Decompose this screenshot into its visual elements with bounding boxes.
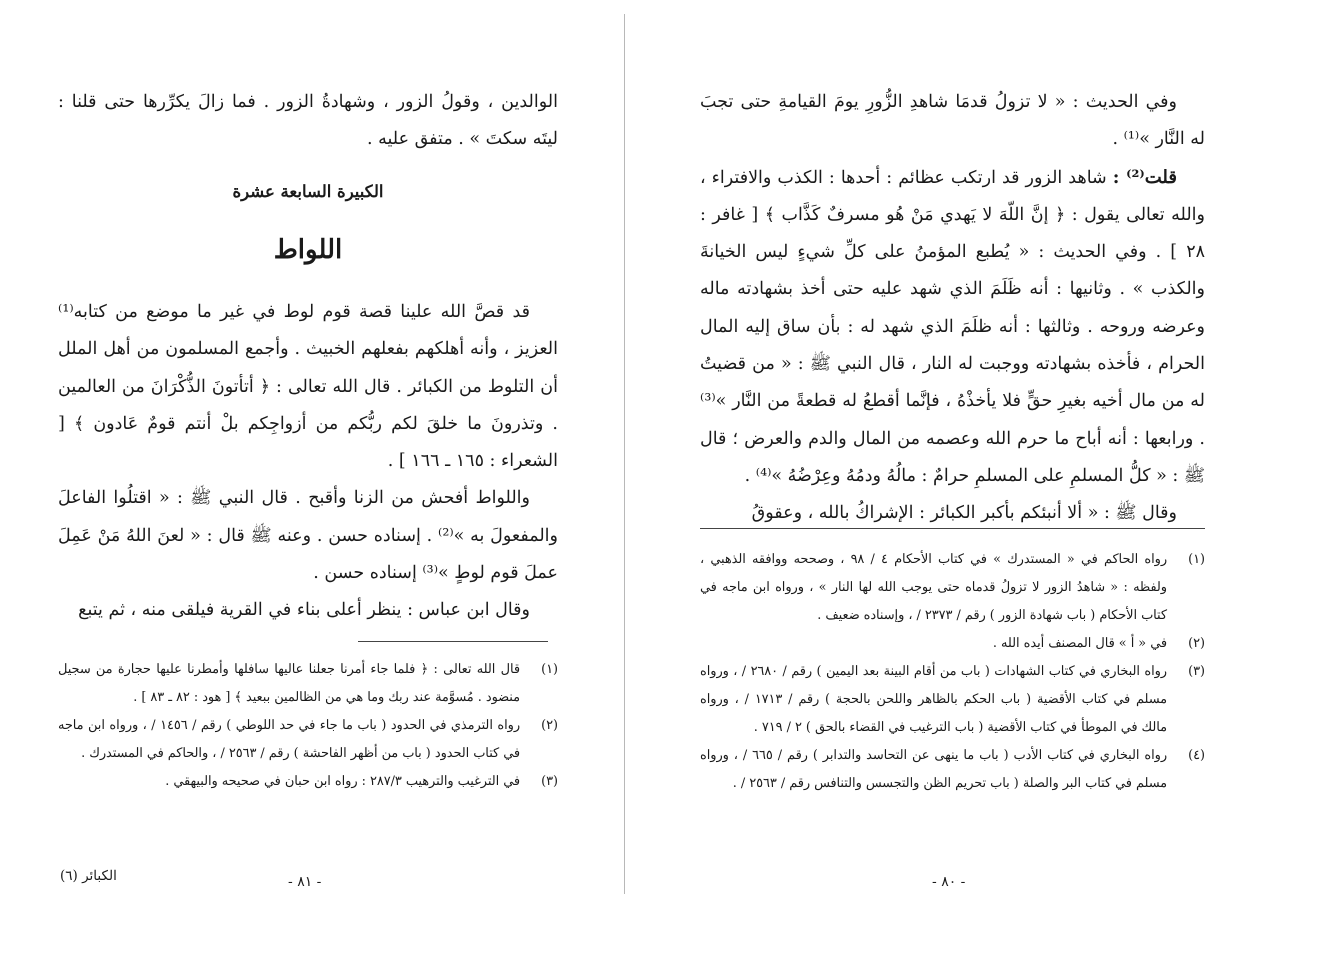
body-paragraph: واللواط أفحش من الزنا وأقبح . قال النبي ﷺ : « اقتلُوا الفاعلَ والمفعولَ به »⁽²⁾ . إسناده حسن . وعنه ﷺ قال : « لعنَ اللهُ مَنْ عَمِلَ عملَ قوم لوطٍ »⁽³⁾ إسناده حسن . — [58, 488, 558, 584]
page-80-body — [700, 84, 1205, 533]
footnote-separator — [358, 641, 548, 642]
body-paragraph: قد قصَّ الله علينا قصة قوم لوط في غير ما موضع من كتابه⁽¹⁾ العزيز ، وأنه أهلكهم بفعلهم الخبيث . وأجمع المسلمون من أهل الملل أن التلوط من الكبائر . قال الله تعالى : ﴿ أتأتونَ الذُّكْرَانَ من العالمين . وتذرونَ ما خلقَ لكم ربُّكم من أزواجِكم بلْ أنتم قومٌ عَادون ﴾ [ الشعراء : ١٦٥ ـ ١٦٦ ] . — [58, 302, 558, 472]
page-80-footnotes — [700, 546, 1205, 798]
footnote-number: (٣) — [541, 774, 558, 789]
footnote-text: قال الله تعالى : ﴿ فلما جاء أمرنا جعلنا عاليها سافلها وأمطرنا عليها حجارة من سجيل منضود . مُسوَّمة عند ربك وما هي من الظالمين ببعيد ﴾ [ هود : ٨٢ ـ ٨٣ ] . — [58, 662, 520, 705]
footnote — [700, 630, 1205, 658]
footnote — [700, 658, 1205, 742]
footnote-number: (٢) — [541, 718, 558, 733]
signature-mark: الكبائر (٦) — [60, 868, 117, 884]
footnote-text: في الترغيب والترهيب ٢٨٧/٣ : رواه ابن حبان في صحيحه والبيهقي . — [165, 774, 520, 789]
body-paragraph: الوالدين ، وقولُ الزور ، وشهادةُ الزور . فما زالَ يكرِّرها حتى قلنا : ليتَه سكتَ » . متفق عليه . — [58, 92, 558, 150]
page-81-body — [58, 294, 558, 630]
footnote — [700, 546, 1205, 630]
footnote — [58, 768, 558, 796]
body-paragraph — [700, 159, 1205, 496]
page-number: - ٨١ - — [288, 874, 322, 890]
footnote-number: (٢) — [1188, 636, 1205, 651]
footnote-text: في « أ » قال المصنف أيده الله . — [992, 636, 1167, 651]
page-80 — [700, 0, 1205, 960]
footnote-text: رواه الحاكم في « المستدرك » في كتاب الأحكام ٤ / ٩٨ ، وصححه ووافقه الذهبي ، ولفظه : « شاهدُ الزور لا تزولُ قدماه حتى يوجب الله لها النار » ، ورواه ابن ماجه في كتاب الأحكام ( باب شهادة الزور ) رقم / ٢٣٧٣ / ، وإسناده ضعيف . — [700, 552, 1168, 623]
footnote — [58, 656, 558, 712]
body-paragraph: وفي الحديث : « لا تزولُ قدمَا شاهدِ الزُّورِ يومَ القيامةِ حتى تجبَ له النَّار »⁽¹⁾ . — [700, 92, 1205, 150]
footnote-number: (١) — [541, 662, 558, 677]
page-81 — [58, 0, 558, 960]
footnote-number: (٤) — [1188, 748, 1205, 763]
footnote-number: (٣) — [1188, 664, 1205, 679]
body-paragraph: وقال ﷺ : « ألا أنبئكم بأكبر الكبائر : الإشراكُ بالله ، وعقوقُ — [751, 503, 1177, 524]
page-number: - ٨٠ - — [932, 874, 966, 890]
footnote-number: (١) — [1188, 552, 1205, 567]
chapter-number: الكبيرة السابعة عشرة — [232, 182, 384, 201]
chapter-title: اللواط — [273, 235, 343, 265]
body-paragraph: وقال ابن عباس : ينظر أعلى بناء في القرية فيلقى منه ، ثم يتبع — [78, 600, 530, 621]
book-gutter — [624, 14, 625, 894]
footnote-text: رواه الترمذي في الحدود ( باب ما جاء في حد اللوطي ) رقم / ١٤٥٦ / ، ورواه ابن ماجه في كتاب الحدود ( باب من أظهر الفاحشة ) رقم / ٢٥٦٣ / ، والحاكم في المستدرك . — [58, 718, 520, 761]
footnote-separator — [700, 528, 1205, 529]
body-paragraph-text: شاهد الزور قد ارتكب عظائم : أحدها : الكذب والافتراء ، والله تعالى يقول : ﴿ إنَّ اللّهَ لا يَهدي مَنْ هُو مسرفٌ كَذَّاب ﴾ [ غافر : ٢٨ ] . وفي الحديث : « يُطبع المؤمنُ على كلِّ شيءٍ ليس الخيانةَ والكذب » . وثانيها : أنه ظَلَمَ الذي شهد عليه حتى أخذ بشهادته ماله وعرضه وروحه . وثالثها : أنه ظلَمَ الذي شهد له : بأن ساق إليه المال الحرام ، فأخذه بشهادته ووجبت له النار ، قال النبي ﷺ : « من قضيتُ له من مال أخيه بغيرِ حقٍّ فلا يأخذْهُ ، فإنَّما أقطعُ له قطعةً من النَّار »⁽³⁾ . ورابعها : أنه أباح ما حرم الله وعصمه من المال والدم والعرض ؛ قال ﷺ : « كلُّ المسلمِ على المسلمِ حرامٌ : مالُهُ ودمُهُ وعِرْضُهُ »⁽⁴⁾ . — [700, 167, 1205, 486]
footnote — [58, 712, 558, 768]
page-81-body-top — [58, 84, 558, 159]
page-81-footnotes — [58, 656, 558, 796]
qult-label: قلت⁽²⁾ : — [1112, 166, 1177, 188]
footnote — [700, 742, 1205, 798]
footnote-text: رواه البخاري في كتاب الأدب ( باب ما ينهى عن التحاسد والتدابر ) رقم / ٦٦٥ / ، ورواه مسلم في كتاب البر والصلة ( باب تحريم الظن والتجسس والتنافس رقم / ٢٥٦٣ / . — [700, 748, 1167, 791]
footnote-text: رواه البخاري في كتاب الشهادات ( باب من أقام البينة بعد اليمين ) رقم / ٢٦٨٠ / ، ورواه مسلم في كتاب الأقضية ( باب الحكم بالظاهر واللحن بالحجة ) رقم / ١٧١٣ / ، ورواه مالك في الموطأ في كتاب الأقضية ( باب الترغيب في القضاء بالحق ) ٢ / ٧١٩ . — [700, 664, 1167, 735]
